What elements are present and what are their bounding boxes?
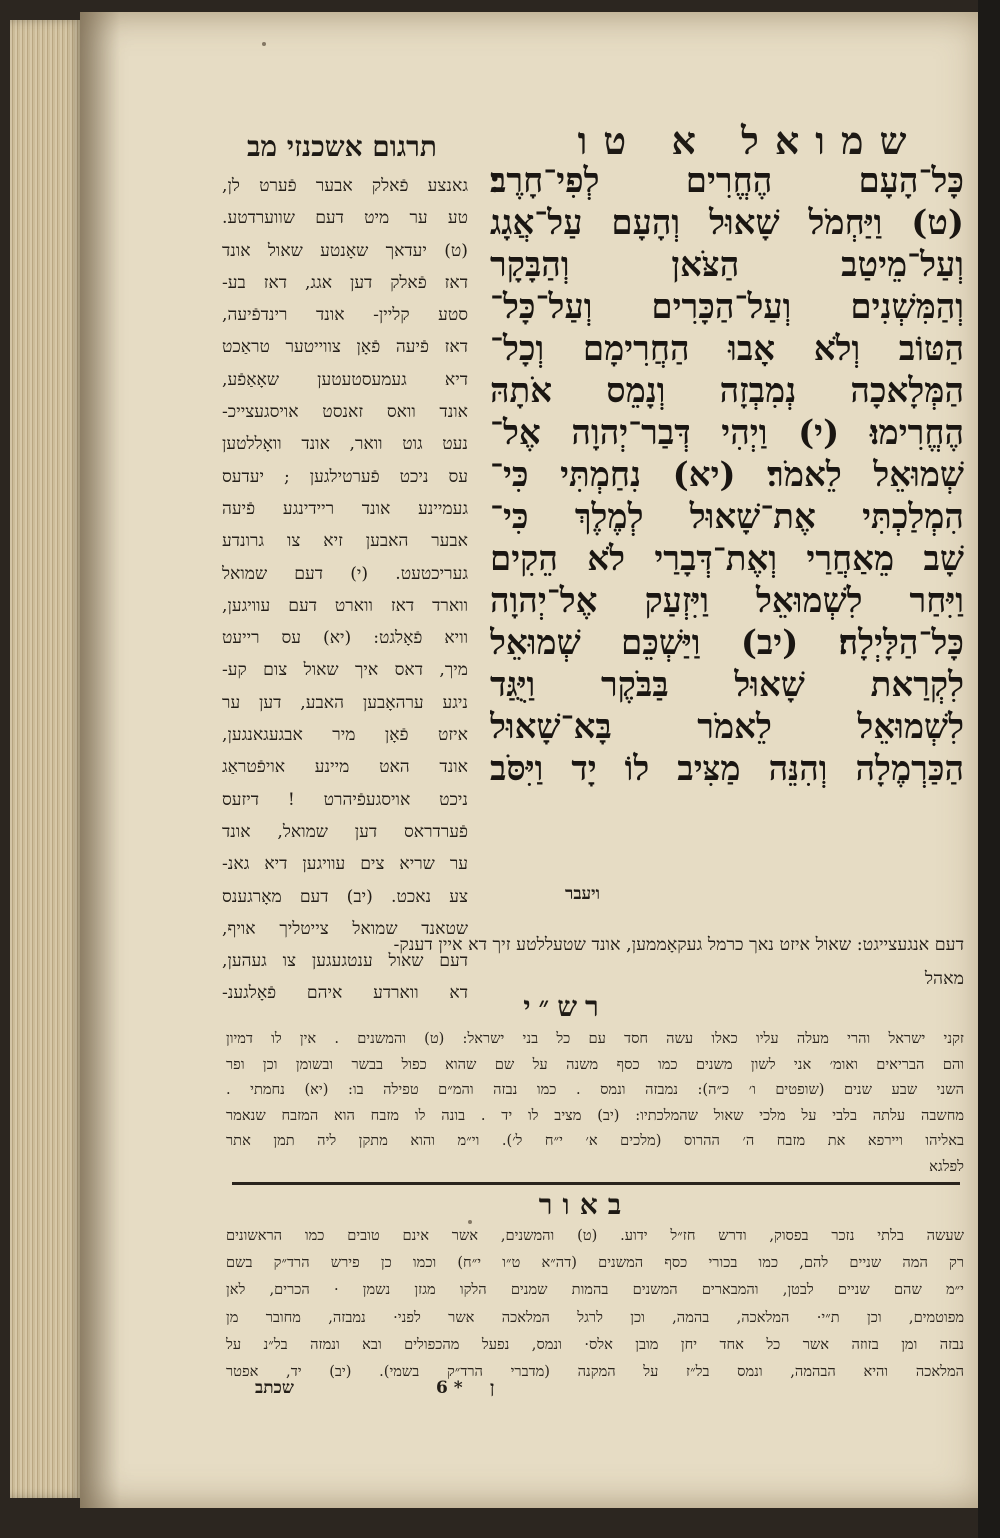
translation-line: אונד וואס זאנסט אויסגעצייכ- xyxy=(222,402,468,423)
translation-line: נעט גוט וואר, אונד וואָללטען xyxy=(222,434,468,455)
section-divider-rule xyxy=(232,1182,960,1185)
translation-line: (ט) יעדאך שאָנטע שאול אונד xyxy=(222,240,468,261)
scripture-line: לִקְרַאת שָׁאוּל בַּבֹּקֶר וַיֻּגַּד xyxy=(490,665,964,705)
translation-line: דאז פֿיעה פֿאָן צווייטער טראַכט xyxy=(222,337,468,358)
scripture-line: כָּל־הָעָם הֶחֱרִים לְפִי־חָרֶב׃ xyxy=(490,161,964,201)
biur-line: נבזה ומן בזוזה אשר כל אחד יחן מובן אלס· ונמס, נפעל מהכפולים ובא ונמזה בל״נ על xyxy=(226,1335,964,1353)
translation-line: גאנצע פֿאלק אבער פֿערט לן, xyxy=(222,176,468,196)
signature-mark: 6 * xyxy=(436,1378,463,1398)
paper-speck xyxy=(262,42,266,46)
rashi-heading: רש״י xyxy=(523,990,607,1023)
scripture-line: וְהַמִּשְׁנִים וְעַל־הַכָּרִים וְעַל־כָּל־ xyxy=(490,287,964,327)
signature-letter: ן xyxy=(490,1378,495,1398)
translation-line: ער שריא צים עוויגען דיא גאנ- xyxy=(222,854,468,875)
translation-line: עס ניכט פֿערטילגען ; יעדעס xyxy=(222,466,468,487)
translation-line: שטאנד שמואל צייטליך אויף, xyxy=(222,918,468,939)
scripture-line: שְׁמוּאֵל לֵאמֹר׃ (יא) נִחַמְתִּי כִּי־ xyxy=(490,455,964,495)
biur-commentary xyxy=(226,1222,964,1385)
rashi-commentary xyxy=(226,1026,964,1179)
biur-line: י״מ שהם שניים לבטן, והמבארים המשנים בהמות שמנים הלקו מגזן נשמן · הכרים, לאן xyxy=(226,1281,964,1299)
biur-line: שעשה בלתי נזכר בפסוק, ודרש חז״ל ידוע. (ט) והמשנים, אשר אינם טובים כמו הראשונים xyxy=(226,1227,964,1244)
translation-line: מיך, דאס איך שאול צום קע- xyxy=(222,660,468,681)
running-head-translation: תרגום אשכנזי מב xyxy=(246,130,438,163)
scripture-line: כָּל־הַלָּיְלָה׃ (יב) וַיַּשְׁכֵּם שְׁמוּאֵל xyxy=(490,623,964,663)
translation-line: צע נאכט. (יב) דעם מאָרגענס xyxy=(222,886,468,907)
translation-line: ניגע ערהאָבען האבע, דען ער xyxy=(222,692,468,713)
scripture-line: הֶחֱרִימוּ׃ (י) וַיְהִי דְּבַר־יְהוָה אֶל־ xyxy=(490,413,964,453)
scripture-line: הַטּוֹב וְלֹא אָבוּ הַחֲרִימָם וְכָל־ xyxy=(490,329,964,369)
scripture-column xyxy=(490,160,964,790)
translation-line: געריכטעט. (י) דעם שמואל xyxy=(222,563,468,584)
biur-line: המלאכה והיא הבהמה, ונמס בל״ז על המקנה (מדברי הרד״ק בשמי). (יב) יד, אפטר xyxy=(226,1362,964,1380)
scripture-catchword: ויעבר xyxy=(565,884,600,904)
scripture-line: הִמְלַכְתִּי אֶת־שָׁאוּל לְמֶלֶךְ כִּי־ xyxy=(490,497,964,537)
translation-tail-line: מאהל xyxy=(924,969,964,989)
page-edges xyxy=(10,20,82,1498)
translation-line: וויא פֿאָלגט: (יא) עס רייעט xyxy=(222,628,468,649)
scripture-line: וְעַל־מֵיטַב הַצֹּאן וְהַבָּקָר xyxy=(490,245,964,285)
translation-line: סטע קליין- אונד רינדפֿיעה, xyxy=(222,305,468,326)
rashi-line: לפלגא xyxy=(929,1157,964,1175)
translation-line: דאז פֿאלק דען אגג, דאז בע- xyxy=(222,272,468,293)
translation-continuation xyxy=(226,928,964,996)
translation-line: ווארד דאז ווארט דעם עוויגען, xyxy=(222,595,468,616)
scripture-line: שָׁב מֵאַחֲרַי וְאֶת־דְּבָרַי לֹא הֵקִים xyxy=(490,539,964,579)
translation-tail-line: דעם אנגעצייגט: שאול איזט נאך כרמל געקאָממען, אונד שטעללטע זיך דא איין דענק- xyxy=(393,935,964,955)
translation-line: געמיינע אונד ריידינגע פֿיעה xyxy=(222,498,468,519)
translation-line: פֿערדראס דען שמואל, אונד xyxy=(222,821,468,842)
scripture-line: לִשְׁמוּאֵל לֵאמֹר בָּא־שָׁאוּל xyxy=(490,707,964,747)
biur-heading: באור xyxy=(538,1188,632,1221)
scripture-line: הַמְּלָאכָה נְמִבְזָה וְנָמֵס אֹתָהּ xyxy=(490,371,964,411)
translation-line: איזט פֿאָן מיר אבגעגאנגען, xyxy=(222,725,468,746)
rashi-line: זקני ישראל והרי מעלה עליו כאלו עשה חסד עם כל בני ישראל: (ט) והמשנים . אין לו דמיון xyxy=(226,1030,964,1047)
translation-column xyxy=(222,170,468,1010)
biur-line: רק המה שניים להם, כמו בכורי כסף המשנים (דה״א ט״ו י״ח) וכמו כן פירש הרד״ק בשם xyxy=(226,1254,964,1272)
translation-line: דיא געמעסטעטען שאָאַפֿע, xyxy=(222,369,468,390)
biur-line: מפוטמים, וכן ת״י· המלאכה, בהמה, וכן לרגל המלאכה אשר לפני· נמבזה, מחובר מן xyxy=(226,1308,964,1326)
scripture-line: (ט) וַיַּחְמֹל שָׁאוּל וְהָעָם עַל־אֲגָג xyxy=(490,203,964,243)
book-spine xyxy=(978,0,1000,1538)
scripture-line: וַיִּחַר לִשְׁמוּאֵל וַיִּזְעַק אֶל־יְהוָה xyxy=(490,581,964,621)
translation-line: טע ער מיט דעם שווערדטע. xyxy=(222,208,468,229)
rashi-line: באליהו ויירפא את מזבח ה׳ ההרוס (מלכים א׳ י״ח ל׳). וי״מ והוא מתקן ליה תמן אתר xyxy=(226,1132,964,1149)
translation-line: דעם שאול ענטגעגען צו געהען, xyxy=(222,951,468,972)
translation-line: אונד האט מיינע אויפֿטראַג xyxy=(222,757,468,778)
rashi-line: והם הבריאים ואומ׳ אני לשון משנים כמו כסף משנה על שם שהוא כפול בבשר ובשומן וכן ופר xyxy=(226,1055,964,1073)
translation-line: דא ווארדע איהם פֿאָלגענ- xyxy=(222,983,468,1004)
footer-catchword: שכתב xyxy=(255,1378,294,1398)
translation-line: ניכט אויסגעפֿיהרט ! דיזעס xyxy=(222,789,468,810)
gutter-shadow xyxy=(80,12,120,1508)
scripture-line: הַכַּרְמֶלָה וְהִנֵּה מַצִּיב לוֹ יָד וַיִּסֹּב xyxy=(490,749,964,789)
rashi-line: מחשבה עלתה בלבי על מלכי שאול שהמלכתיו: (יב) מציב לו יד . בונה לו מזבח הוא המזבח שנאמר xyxy=(226,1106,964,1124)
translation-line: אבער האבען זיא צו גרונדע xyxy=(222,531,468,552)
rashi-line: השני שבע שנים (שופטים ו׳ כ״ה): נמבזה ונמס . כמו נבזה והמ״ם טפילה בו: (יא) נחמתי . xyxy=(226,1081,964,1098)
running-head-book: שמואל א טו xyxy=(577,118,923,163)
